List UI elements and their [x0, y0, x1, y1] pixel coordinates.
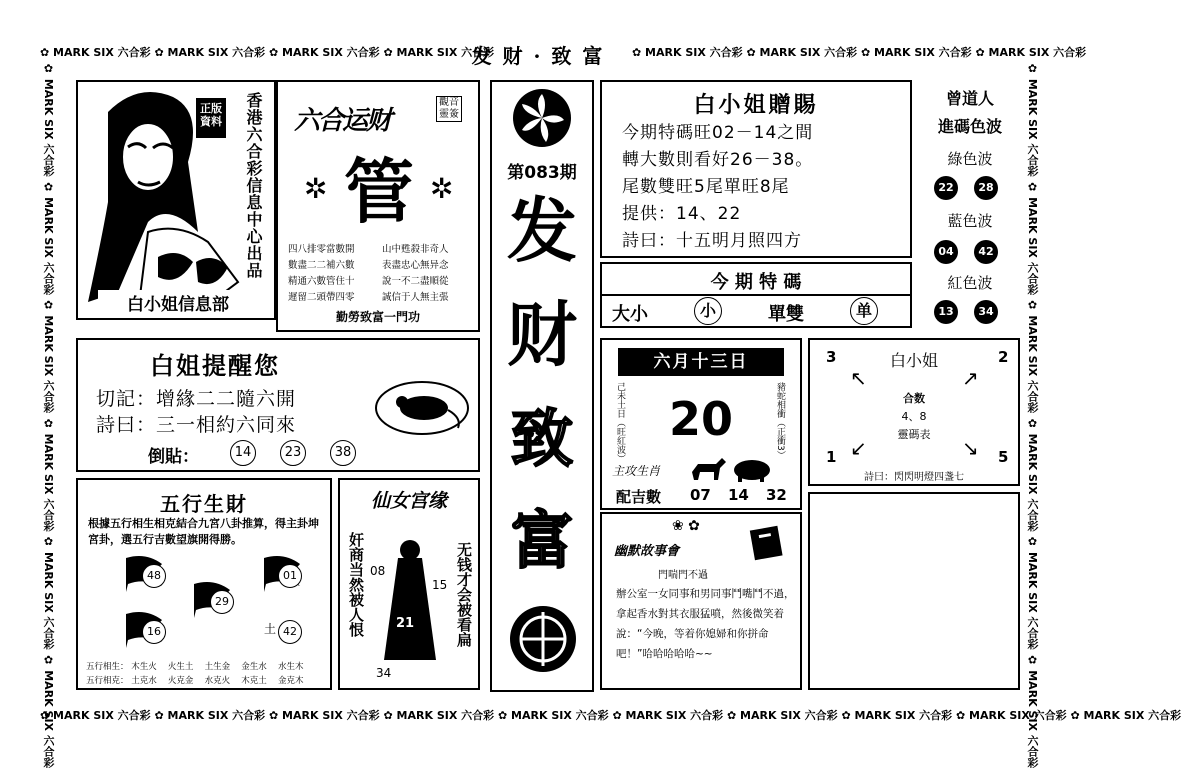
compass-sum-label: 合数	[903, 392, 925, 405]
border-bottom: ✿ MARK SIX 六合彩 ✿ MARK SIX 六合彩 ✿ MARK SIX 六合彩 ✿ MARK SIX 六合彩 ✿ MARK SIX 六合彩 ✿ MARK SIX 六合彩 ✿ MARK SIX 六合彩 ✿ MARK SIX 六合彩 ✿ MARK SIX 六合彩 ✿ MARK SIX 六合彩	[40, 709, 1181, 722]
arrow-tl-icon: ↖	[850, 366, 867, 390]
compass-corner-br: 5	[998, 448, 1009, 466]
reminder-label: 倒貼：	[148, 447, 199, 467]
issue-number: 第083期	[507, 163, 577, 183]
fairy-number: 08	[370, 564, 386, 578]
calendar-left-note: 己未土日（旺紅波）	[615, 382, 625, 463]
wuxing-title: 五行生財	[160, 492, 248, 516]
poster-seal: 觀音靈簽	[436, 96, 462, 122]
badge-authentic: 正版資料	[196, 98, 226, 138]
compass-corner-bl: 1	[826, 448, 837, 466]
fairy-panel	[338, 478, 480, 690]
joke-body: 辦公室一女同事和男同事鬥嘴鬥不過，拿起香水對其衣服猛噴，然後微笑着說：“今晚，等着你媳婦和你拼命吧！”哈哈哈哈哈~~	[616, 588, 795, 660]
wave-label-red: 紅色波	[947, 274, 993, 292]
odd-value: 单	[850, 297, 878, 325]
gift-lines: 今期特碼旺02－14之間 轉大數則看好26－38。 尾數雙旺5尾單旺8尾 提供：14、22 詩曰：十五明月照四方	[622, 123, 814, 251]
wave-ball: 22	[934, 176, 958, 200]
wave-title2: 進碼色波	[937, 117, 1002, 136]
calendar-right-note: 豬蛇相衝（正衝3）	[775, 382, 785, 460]
lucky-label: 配吉數	[616, 488, 662, 506]
arrow-bl-icon: ↙	[850, 436, 867, 460]
calendar-day: 20	[668, 392, 733, 446]
compass-sum-values: 4、8	[901, 410, 927, 423]
joke-title: 幽默故事會	[614, 544, 680, 559]
fairy-title: 仙女宫缘	[370, 490, 447, 512]
target-emblem-icon	[508, 604, 578, 674]
reminder-number: 14	[230, 440, 256, 466]
wave-ball: 28	[974, 176, 998, 200]
wave-ball: 04	[934, 240, 958, 264]
border-left: ✿ MARK SIX 六合彩 ✿ MARK SIX 六合彩 ✿ MARK SIX 六合彩 ✿ MARK SIX 六合彩 ✿ MARK SIX 六合彩 ✿ MARK SIX 六合彩	[42, 62, 55, 768]
rat-icon	[372, 370, 472, 440]
poster-lines-left: 四八排零當數開 數盡二二補六數 精通六數管住十 遲留二頭帶四零	[288, 244, 355, 303]
calendar-date: 六月十三日	[618, 348, 784, 376]
reminder-number: 38	[330, 440, 356, 466]
flag-number: 42	[278, 620, 302, 644]
poster-brand: 六合运财	[294, 106, 391, 136]
compass-corner-tl: 3	[826, 348, 837, 366]
wave-label-green: 綠色波	[947, 150, 993, 168]
center-char-cai: 财	[507, 293, 577, 376]
wuxing-rule1: 五行相生： 木生火 火生土 土生金 金生水 水生木	[86, 662, 304, 672]
reminder-panel	[76, 338, 480, 472]
poster-lines-right: 山中甦殺非奇人 表盡忠心無异念 說一不二盡順從 誠信于人無主張	[382, 244, 449, 303]
calendar-sub: 主攻生肖	[612, 464, 661, 478]
flag-number: 01	[278, 564, 302, 588]
empty-panel	[808, 492, 1020, 690]
joke-panel	[600, 512, 802, 690]
bauhinia-logo-icon	[512, 88, 572, 148]
compass-panel	[808, 338, 1020, 486]
flag-prefix: 土	[264, 622, 277, 636]
gift-panel	[600, 80, 912, 258]
size-value: 小	[694, 297, 722, 325]
calendar-panel	[600, 338, 802, 510]
star-left-icon: ✲	[304, 172, 328, 205]
book-icon	[750, 524, 784, 560]
fairy-number: 34	[376, 666, 392, 680]
border-top-left: ✿ MARK SIX 六合彩 ✿ MARK SIX 六合彩 ✿ MARK SIX 六合彩 ✿ MARK SIX 六合彩	[40, 46, 495, 59]
reminder-line2: 詩曰：三一相約六同來	[96, 414, 297, 436]
lucky-number: 14	[728, 486, 749, 504]
arrow-tr-icon: ↗	[962, 366, 979, 390]
wuxing-rule2: 五行相克： 土克水 火克金 水克火 木克土 金克木	[86, 676, 304, 686]
vertical-publisher: 香港六合彩信息中心出品	[244, 92, 263, 279]
poster-panel	[276, 80, 480, 332]
reminder-title: 白姐提醒您	[150, 351, 280, 380]
border-right: ✿ MARK SIX 六合彩 ✿ MARK SIX 六合彩 ✿ MARK SIX 六合彩 ✿ MARK SIX 六合彩 ✿ MARK SIX 六合彩 ✿ MARK SIX 六合彩	[1026, 62, 1039, 768]
odd-label: 單雙	[768, 304, 804, 325]
compass-code-label: 靈碼表	[897, 428, 931, 441]
wave-panel	[920, 80, 1020, 332]
top-title: 发 财 · 致 富	[471, 44, 605, 68]
compass-corner-tr: 2	[998, 348, 1009, 366]
center-char-fu: 富	[510, 504, 573, 577]
compass-title: 白小姐	[889, 351, 938, 370]
special-header: 今 期 特 碼	[710, 272, 802, 293]
horse-icon	[688, 454, 728, 484]
border-top-right: ✿ MARK SIX 六合彩 ✿ MARK SIX 六合彩 ✿ MARK SIX 六合彩 ✿ MARK SIX 六合彩	[632, 46, 1087, 59]
joke-subtitle: 門喘門不過	[658, 570, 708, 581]
center-char-fa: 发	[507, 189, 577, 272]
star-right-icon: ✲	[430, 172, 454, 205]
center-char-zhi: 致	[510, 402, 573, 475]
gift-title: 白小姐贈賜	[693, 92, 819, 118]
fairy-right-text: 无钱才会被看扁	[455, 542, 473, 647]
fairy-number: 21	[396, 616, 415, 631]
wuxing-panel	[76, 478, 332, 690]
wave-ball: 34	[974, 300, 998, 324]
flag-number: 29	[210, 590, 234, 614]
wave-title1: 曾道人	[945, 89, 994, 108]
reminder-line1: 切記：增緣二二隨六開	[96, 388, 297, 410]
poster-main-char: 管	[344, 150, 414, 233]
wave-label-blue: 藍色波	[947, 212, 993, 230]
reminder-number: 23	[280, 440, 306, 466]
goddess-figure-icon	[380, 536, 440, 666]
fairy-number: 15	[432, 578, 448, 592]
wave-ball: 42	[974, 240, 998, 264]
flower-icon: ❀ ✿	[672, 518, 700, 534]
size-label: 大小	[612, 304, 648, 325]
compass-poem: 詩曰：閃閃明燈四盞七	[864, 472, 964, 483]
special-panel	[600, 262, 912, 328]
center-column	[490, 80, 594, 692]
wuxing-desc: 根據五行相生相克結合九宮八卦推算，得主卦坤宮卦，選五行吉數望旗開得勝。	[88, 517, 319, 546]
poster-motto: 勤勞致富一門功	[335, 310, 420, 324]
fairy-left-text: 奸商当然被人恨	[347, 532, 365, 637]
photo-caption: 白小姐信息部	[98, 290, 258, 315]
arrow-br-icon: ↘	[962, 436, 979, 460]
lucky-number: 07	[690, 486, 711, 504]
flag-number: 48	[142, 564, 166, 588]
wave-ball: 13	[934, 300, 958, 324]
flag-number: 16	[142, 620, 166, 644]
pig-icon	[730, 454, 774, 484]
lucky-number: 32	[766, 486, 787, 504]
